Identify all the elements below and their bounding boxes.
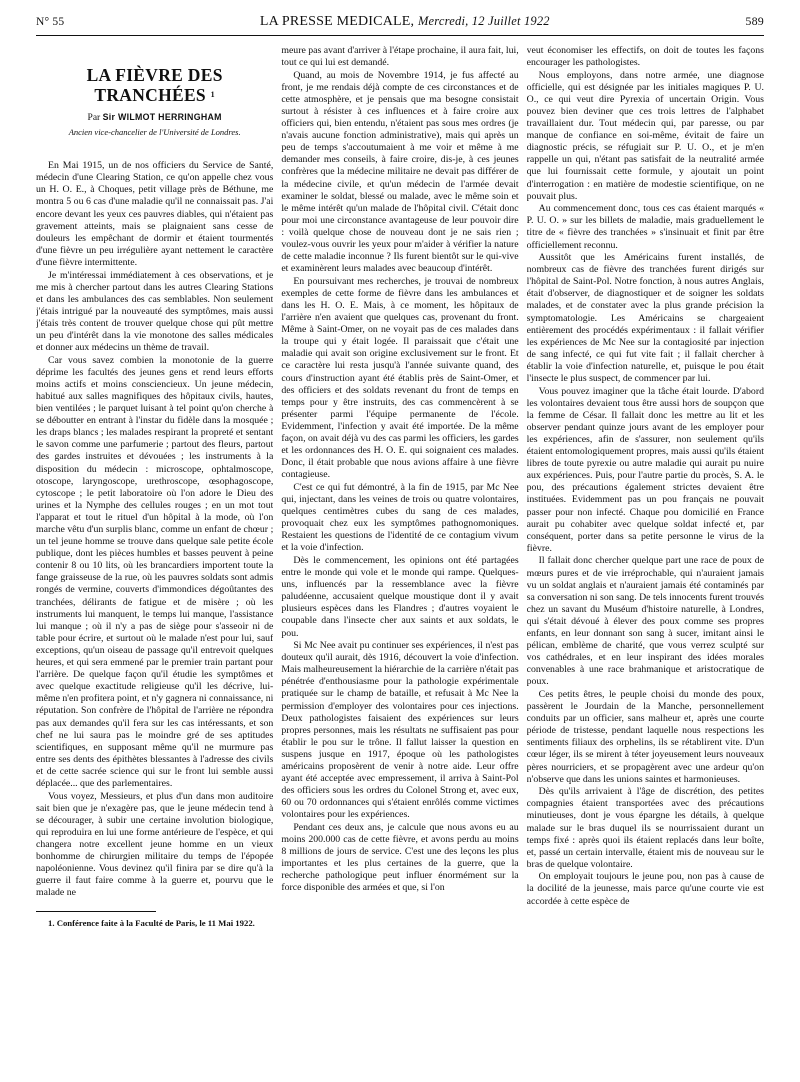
issue-date: Mercredi, 12 Juillet 1922	[417, 14, 550, 28]
paragraph: Car vous savez combien la monotonie de la guerre déprime les facultés des jeunes gens et rend leurs efforts moins actifs et moins consciencieux. Un jeune médecin, habitué aux salles magnifiques des hôpitaux civils, hautes, bien ventilées ; le parquet luisant à tel point qu'on cherche à se déboutter en entrant à l'instar du fidèle dans la mosquée ; les draps blancs ; les malades respirant la propreté et sentant le savon comme une parfumerie ; partout des fleurs, partout des gardes instruites et dévouées ; les instruments à la disposition du médecin : microscope, ophtalmoscope, otoscope, laryngoscope, urethroscope, œsophagoscope, cytoscope ; le petit laboratoire où l'on adore le Dieu des urines et la Nymphe des cellules rouges ; en un mot tout l'apparat et tout le rituel d'un hôpital à la mode, où l'on marche vêtu d'un surplis blanc, comme un enfant de chœur ; un tel jeune homme se trouve dans quelque sale petite école publique, dont les pièces humbles et basses peuvent à peine contenir 8 ou 10 lits, où les brancardiers importent toute la fange graisseuse de la rue, où les pauvres soldats sont admis rongés de vermine, couverts d'immondices dégoûtantes des tranchées, délirants de fatigue et de misère ; où les instruments lui manquent, le temps lui manque, l'assistance lui manque ; où il n'y a pas de siège pour s'asseoir ni de table pour écrire, et surtout où le malade n'est pour lui, sauf exceptions, qu'un oiseau de passage qu'il entrevoit quelques heures, et qui sera emmené par le premier train partant pour l'arrière. De quelque façon qu'il étudie les symptômes et avec quelque exactitude religieuse qu'il les décrive, lui-même n'en profitera point, et n'y gagnera ni connaissance, ni réputation. Son confrère de l'hôpital de l'arrière ne répondra pas aux demandes qu'il fera sur les cas intéressants, et son chef ne lui saura pas le moindre gré de ses aptitudes scientifiques, en supposant même qu'il ne murmure pas entre ses dents des épithètes blessantes à l'adresse des civils et de cette sacrée science qui sur le front lui semble aussi déplacée... que des parlementaires.	[36, 354, 274, 789]
footnote-rule	[36, 911, 156, 912]
author-name: Sir WILMOT HERRINGHAM	[102, 112, 222, 122]
paragraph: On employait toujours le jeune pou, non pas à cause de la docilité de la jeunesse, mais parce qu'une courte vie est accordée à cette espèce de	[526, 871, 764, 907]
paragraph: Dès qu'ils arrivaient à l'âge de discrétion, des petites compagnies étaient transportées avec des précautions minutieuses, dont je vous épargne les détails, à quelque malade sur le bras duquel ils se nourrissaient durant un temps fixé : après quoi ils étaient replacés dans leur boîte, et, passé un certain intervalle, étaient mis de nouveau sur le bras de quelque volontaire.	[526, 786, 764, 870]
column-2	[281, 45, 518, 1065]
journal-title	[260, 14, 550, 30]
paragraph: En Mai 1915, un de nos officiers du Service de Santé, médecin d'une Clearing Station, ce qu'on appelle chez vous un H. O. E., à Choques, petit village près de Béthune, me montra 5 ou 6 cas d'une maladie qu'il ne connaissait pas. J'ai encore devant les yeux ces pauvres diables, qui n'étaient pas gravement atteints, mais se plaignaient sans cesse de douleurs les empêchant de dormir et étaient tourmentés d'une fièvre un peu irrégulière ayant nettement le caractère d'une fièvre intermittente.	[36, 160, 274, 268]
paragraph: Dès le commencement, les opinions ont été partagées entre le monde qui vole et le monde qui rampe. Quelques-uns, influencés par la ressemblance avec la fièvre paludéenne, accusaient quelque moustique dont il y avait plusieurs espèces dans les Flandres ; d'autres voyaient le coupable dans l'insecte cher aux saints et aux soldats, le pou.	[281, 554, 519, 639]
paragraph: C'est ce qui fut démontré, à la fin de 1915, par Mc Nee qui, injectant, dans les veines de trois ou quatre volontaires, quelques centimètres cubes du sang de ces malades, provoquait chez eux les symptômes pathognomoniques. Restaient les questions de l'identité de ce contagium vivum et la voie d'infection.	[281, 481, 519, 554]
paragraph: veut économiser les effectifs, on doit de toutes les façons encourager les pathologistes.	[526, 45, 764, 69]
paragraph: Au commencement donc, tous ces cas étaient marqués « P. U. O. » sur les billets de maladie, mais graduellement le titre de « fièvre des tranchées » s'insinuait et finit par être officiellement reconnu.	[526, 203, 764, 251]
paragraph: Je m'intéressai immédiatement à ces observations, et je me mis à chercher partout dans les autres Clearing Stations et dans les ambulances des cas semblables. Non seulement j'étais intrigué par la nouveauté des symptômes, mais aussi j'étais très content de trouver quelque chose qui pût mettre un peu d'intérêt dans la vie monotone des salles médicales et donner aux médecins un thème de travail.	[36, 269, 274, 354]
column-1	[36, 45, 273, 1065]
paragraph: Si Mc Nee avait pu continuer ses expériences, il n'est pas douteux qu'il aurait, dès 1916, découvert la voie d'infection. Mais malheureusement la hiérarchie de la carrière n'était pas pénétrée d'enthousiasme pour la pathologie expérimentale pratiquée sur le champ de bataille, et refusait à Mc Nee la permission d'employer des volontaires pour ces injections. Deux pathologistes faisaient des expériences sur leurs propres personnes, mais les résultats ne suffisaient pas pour établir le pou sur le trône. Il fallut laisser la question en suspens jusque en 1917, époque où les pathologistes américains proposèrent de venir à notre aide. Leur offre ayant été acceptée avec empressement, il arriva à Saint-Pol des officiers sous les ordres du Colonel Strong et, avec eux, 60 ou 70 ordonnances qui s'étaient enrôlés comme victimes volontaires pour les expériences.	[281, 640, 519, 821]
article-title: LA FIÈVRE DES TRANCHÉES $^1$	[86, 65, 223, 105]
journal-name: LA PRESSE MEDICALE,	[259, 14, 415, 29]
paragraph: Il fallait donc chercher quelque part une race de poux de mœurs pures et de vie irréprochable, qui n'auraient jamais vu un soldat anglais et n'auraient jamais été contaminés par sa conversation ni son sang. De tels innocents furent trouvés chez un savant du Muséum d'histoire naturelle, à Londres, qui s'était dévoué à élever des poux comme ses propres enfants, en leur donnant son sang à sucer, imitant ainsi le pélican, emblème de charité, que vous verrez sculpté sur vos cathédrales, et en leur inspirant des idées morales convenables à une race brahmanique et aristocratique de poux.	[526, 555, 764, 688]
issue-number: N° 55	[36, 16, 65, 28]
byline	[36, 111, 273, 124]
footnote: 1. Conférence faite à la Faculté de Paris, le 11 Mai 1922.	[48, 918, 255, 929]
paragraph: Vous voyez, Messieurs, et plus d'un dans mon auditoire sait bien que je n'exagère pas, que le jeune médecin tend à se décourager, à subir une certaine involution biologique, qui reproduira en lui une forme antérieure de l'espèce, et qui changera notre excellent jeune homme en un vieux bonhomme de chirurgien militaire du temps de l'épopée napoléonienne. Vous devinez qu'il finira par se dire qu'à la guerre il faut faire comme à la guerre et, pourvu que le malade ne	[36, 790, 274, 899]
article-columns	[36, 45, 764, 1065]
paragraph: Ces petits êtres, le peuple choisi du monde des poux, passèrent le Jourdain de la Manche, personnellement conduits par un officier, sans malheur et, après une courte période de tristesse, pendant laquelle nous respections les sentiments filiaux des orphelins, ils se rétablirent vite. D'un cœur léger, ils se mirent à téter joyeusement leurs nouveaux pères nourriciers, et se propagèrent avec une ardeur qu'on n'observe que dans les unions saintes et harmonieuses.	[526, 688, 764, 785]
title-footnote-mark: 1	[210, 90, 215, 99]
byline-prefix: Par	[87, 113, 101, 123]
paragraph: Pendant ces deux ans, je calcule que nous avons eu au moins 200.000 cas de cette fièvre, et avons perdu au moins 8 millions de jours de service. C'est une des leçons les plus importantes et les plus certaines de la guerre, que la recherche pathologique peut influer énormément sur la force disponible des armées et que, si l'on	[281, 822, 519, 894]
page-number: 589	[745, 14, 764, 28]
author-affiliation: Ancien vice-chancelier de l'Université de Londres.	[68, 127, 241, 138]
paragraph: Vous pouvez imaginer que la tâche était lourde. D'abord les volontaires devaient tous être aussi hors de soupçon que la femme de César. Il fallait donc les mettre au lit et les observer pendant quinze jours avant de les employer pour les expériences, afin de s'assurer, non seulement qu'ils étaient entomologiquement propres, mais aussi qu'ils étaient libres de toute pyrexie ou autre maladie qui aurait pu nuire aux expériences. Puis, pour l'autre partie du procès, S. A. le pou, des précautions également strictes devaient être instituées. Evidemment pas un pou français ne pouvait passer pour non infecté. Chaque pou domicilié en France aurait pu cohabiter avec quelque soldat infecté et, par conséquent, porter dans sa petite personne le virus de la fièvre.	[526, 385, 764, 554]
paragraph: Quand, au mois de Novembre 1914, je fus affecté au front, je me rendais déjà compte de ces circonstances et de cette atmosphère, et je pensais que ma besogne consistait surtout à résister à ces influences et à faire croire aux officiers qui, bien entendu, n'étaient pas sous mes ordres (je n'avais aucune fonction administrative), mais qui après un peu de temps s'accoutumaient à me voir et même à me demander mes conseils, à faire croire, dis-je, à ces jeunes confrères que la médecine militaire ne devait pas différer de la médecine civile, et qu'un médecin de l'armée devait examiner le soldat, blessé ou malade, avec le même soin et le même intérêt qu'un malade de l'hôpital civil. C'était donc pour moi une circonstance avantageuse de leur pouvoir dire : voilà quelque chose de nouveau dont je ne sais rien ; voulez-vous ouvrir les yeux pour m'aider à vérifier la nature de cette maladie inconnue ? Ils furent bientôt sur le qui-vive et examinèrent leurs malades avec beaucoup d'intérêt.	[281, 69, 519, 275]
paragraph: Aussitôt que les Américains furent installés, de nombreux cas de fièvre des tranchées furent dirigés sur l'hôpital de Saint-Pol. Notre fonction, à nous autres Anglais, était d'observer, de diagnostiquer et de soigner les soldats malades, et de constater avec la plus grande précision la symptomatologie. Les Américains se chargeaient entièrement des procédés expérimentaux : il fallait vérifier les expériences de Mc Nee sur la contagiosité par injection de sang infecté, ce qui fut vite fait ; il fallait chercher à établir la voie d'infection naturelle, et, puisque le pou était l'insecte le plus suspect, de commencer par lui.	[526, 252, 764, 385]
paragraph: En poursuivant mes recherches, je trouvai de nombreux exemples de cette forme de fièvre dans les ambulances et dans les H. O. E. Mais, à ce moment, les hôpitaux de l'arrière n'en avaient que quelques cas, provenant du front. Même à Saint-Omer, on ne voyait pas de ces malades dans la troupe qui y était logée. Il paraissait que c'était une maladie qui avait son origine exclusivement sur le front. Et ce caractère lui resta jusqu'à l'année suivante quand, des cours d'instruction ayant été établis près de Saint-Omer, et des officiers et des soldats revenant du front de temps en temps pour y être instruits, des cas commencèrent à se présenter parmi l'équipe permanente de l'école. Evidemment, l'infection y avait été importée. De la même façon, on avait déjà vu des cas parmi les officiers, les gardes et les ordonnances des H. O. E. qui soignaient ces malades. Donc, il était probable que nous avions affaire à une fièvre contagieuse.	[281, 275, 519, 481]
running-header	[36, 14, 764, 36]
column-3	[527, 45, 764, 1065]
paragraph: meure pas avant d'arriver à l'étape prochaine, il aura fait, lui, tout ce qui lui est demandé.	[281, 45, 519, 69]
paragraph: Nous employons, dans notre armée, une diagnose officielle, qui est désignée par les initiales magiques P. U. O., ce qui veut dire Pyrexia of uncertain Origin. Vous pouvez bien deviner que ces trois lettres de l'alphabet travaillaient dur. Tout médecin qui, par paresse, ou par manque de confiance en soi-même, évitait de faire un diagnostic précis, se réfugiait sur P. U. O., et je m'en rappelle un qui, n'étant pas satisfait de la neutralité armée que lui fournissait cette formule, y ajoutait un point d'interrogation : en matière de modestie scientifique, on ne pouvait plus.	[526, 69, 764, 202]
